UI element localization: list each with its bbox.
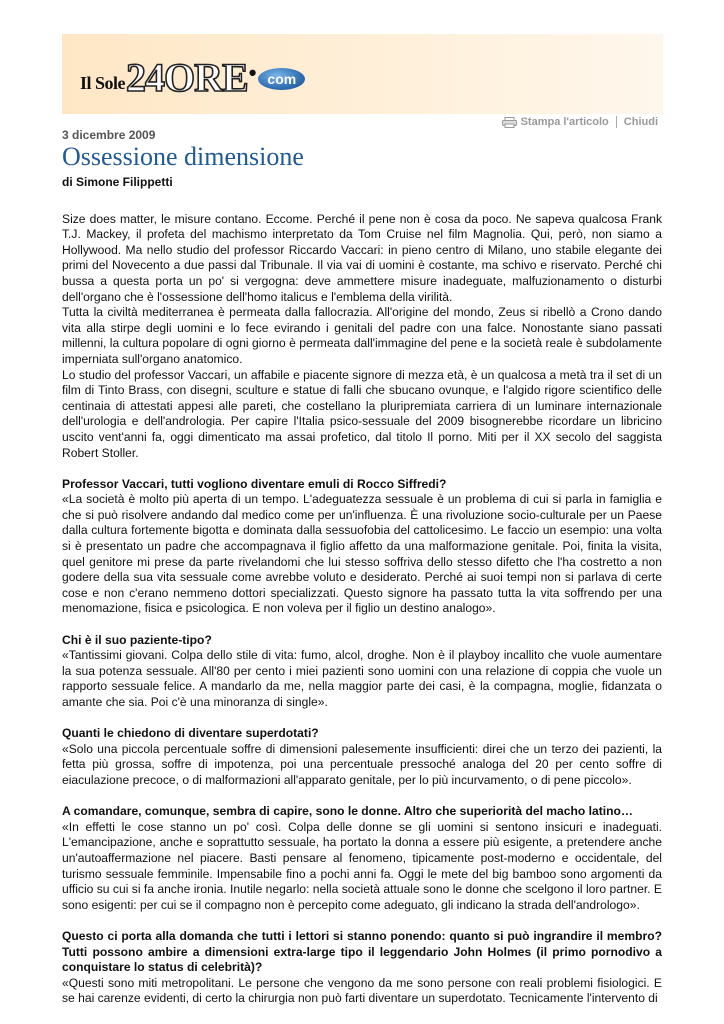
article-paragraph: «La società è molto più aperta di un tempo. L'adeguatezza sessuale è un problema di cui si parla in famiglia e che si può risolvere andando dal medico come per un'influenza. È una rivoluzione socio-culturale per un Paese dalla cultura fortemente bigotta e dominata dalla sessuofobia del cattolicesimo. Le faccio un esempio: una volta si è presentato un padre che accompagnava il figlio affetto da una malformazione genitale. Poi, finita la visita, quel genitore mi prese da parte rivelandomi che lui stesso soffriva dello stesso difetto che l'ha costretto a non godere della sua vita sessuale come avrebbe voluto e desiderato. Perché ai suoi tempi non si parlava di certe cose e non c'erano nemmeno dottori specializzati. Questo signore ha passato tutta la vita soffrendo per una menomazione, fisica e psicologica. E non voleva per il figlio un destino analogo». xyxy=(62,492,662,616)
article-paragraph: «Tantissimi giovani. Colpa dello stile di vita: fumo, alcol, droghe. Non è il playboy incallito che vuole aumentare la sua potenza sessuale. All'80 per cento i miei pazienti sono uomini con una relazione di coppia che vuole un rapporto sessuale felice. A mandarlo da me, nella maggior parte dei casi, è la compagna, moglie, fidanzata o amante che sia. Poi c'è una minoranza di single». xyxy=(62,648,662,709)
interview-question: Chi è il suo paziente-tipo? xyxy=(62,632,212,647)
article-paragraph: Lo studio del professor Vaccari, un affabile e piacente signore di mezza età, è un qualcosa a metà tra il set di un film di Tinto Brass, con disegni, sculture e statue di falli che sbucano ovunque, e l'algido rigore scientifico delle centinaia di attestati appesi alle pareti, che costellano la pluripremiata carriera di un luminare internazionale dell'urologia e dell'andrologia. Per capire l'Italia psico-sessuale del 2009 bisognerebbe ricordare un libricino uscito vent'anni fa, oggi dimenticato ma assai profetico, dal titolo Il porno. Miti per il XX secolo del saggista Robert Stoller. xyxy=(62,367,662,460)
article-date: 3 dicembre 2009 xyxy=(62,128,156,142)
article-title: Ossessione dimensione xyxy=(62,142,304,171)
interview-question: Questo ci porta alla domanda che tutti i lettori si stanno ponendo: quanto si può ingrandire il membro? Tutti possono ambire a dimensioni extra-large tipo il leggendario John Holmes (il primo pornodivo a conquistare lo status di celebrità)? xyxy=(62,928,662,975)
article-paragraph: «Solo una piccola percentuale soffre di dimensioni palesemente insufficienti: direi che un terzo dei pazienti, la fetta più grossa, soffre di impotenza, poi una percentuale pressoché analoga del 20 per cento soffre di eiaculazione precoce, o di malformazioni all'apparato genitale, per lo più incurvamento, o di pene piccolo». xyxy=(62,741,662,787)
logo-dot: • xyxy=(248,60,257,85)
printer-icon[interactable] xyxy=(502,117,517,128)
site-logo[interactable] xyxy=(80,54,305,98)
print-article-link[interactable]: Stampa l'articolo xyxy=(520,116,609,128)
close-link[interactable]: Chiudi xyxy=(623,116,658,128)
logo-ilsole-text: Il Sole xyxy=(80,73,126,93)
logo-com-badge: com xyxy=(258,68,305,90)
article-body xyxy=(62,196,662,1007)
article-paragraph: «Questi sono miti metropolitani. Le persone che vengono da me sono persone con reali problemi fisiologici. E se hai carenze evidenti, di certo la chirurgia non può farti diventare un superdotato. Tecnicamente l'intervento di xyxy=(62,975,662,1006)
tools-divider xyxy=(616,116,617,128)
article-author: di Simone Filippetti xyxy=(62,175,173,189)
logo-ore-text: ORE xyxy=(164,55,248,100)
logo-24-text: 24 xyxy=(126,55,165,100)
interview-question: Professor Vaccari, tutti vogliono diventare emuli di Rocco Siffredi? xyxy=(62,476,447,491)
interview-question: Quanti le chiedono di diventare superdotati? xyxy=(62,726,319,741)
article-paragraph: Tutta la civiltà mediterranea è permeata dalla fallocrazia. All'origine del mondo, Zeus si ribellò a Crono dando vita alla stirpe degli uomini e lo fece evirando i genitali del padre con una falce. Nonostante siano passati millenni, la cultura popolare di ogni giorno è permeata dall'immagine del pene e la società reale è subdolamente imperniata sull'organo anatomico. xyxy=(62,305,662,366)
article-paragraph: Size does matter, le misure contano. Eccome. Perché il pene non è cosa da poco. Ne sapeva qualcosa Frank T.J. Mackey, il profeta del machismo interpretato da Tom Cruise nel film Magnolia. Qui, però, non siamo a Hollywood. Ma nello studio del professor Riccardo Vaccari: in pieno centro di Milano, uno stabile elegante dei primi del Novecento a due passi dal Tribunale. Il via vai di uomini è costante, ma schivo e riservato. Perché chi bussa a questa porta un po' si vergogna: deve ammettere misure inadeguate, malfuzionamento o disturbi dell'organo che è l'ossessione dell'homo italicus e l'emblema della virilità. xyxy=(62,211,662,304)
article-paragraph: «In effetti le cose stanno un po' così. Colpa delle donne se gli uomini si sentono insicuri e inadeguati. L'emancipazione, anche e soprattutto sessuale, ha portato la donna a essere più esigente, a pretendere anche un'autoaffermazione nel piacere. Basti pensare al fenomeno, tipicamente post-moderno e occidentale, del turismo sessuale femminile. Impensabile fino a pochi anni fa. Oggi le mete del big bamboo sono argomenti da ufficio su cui si fa anche ironia. Inutile negarlo: nella società attuale sono le donne che scelgono il loro partner. E sono esigenti: per cui se il compagno non è percepito come adeguato, gli indicano la strada dell'andrologo». xyxy=(62,819,662,912)
article-tools xyxy=(502,116,658,128)
interview-question: A comandare, comunque, sembra di capire, sono le donne. Altro che superiorità del macho latino… xyxy=(62,804,633,819)
